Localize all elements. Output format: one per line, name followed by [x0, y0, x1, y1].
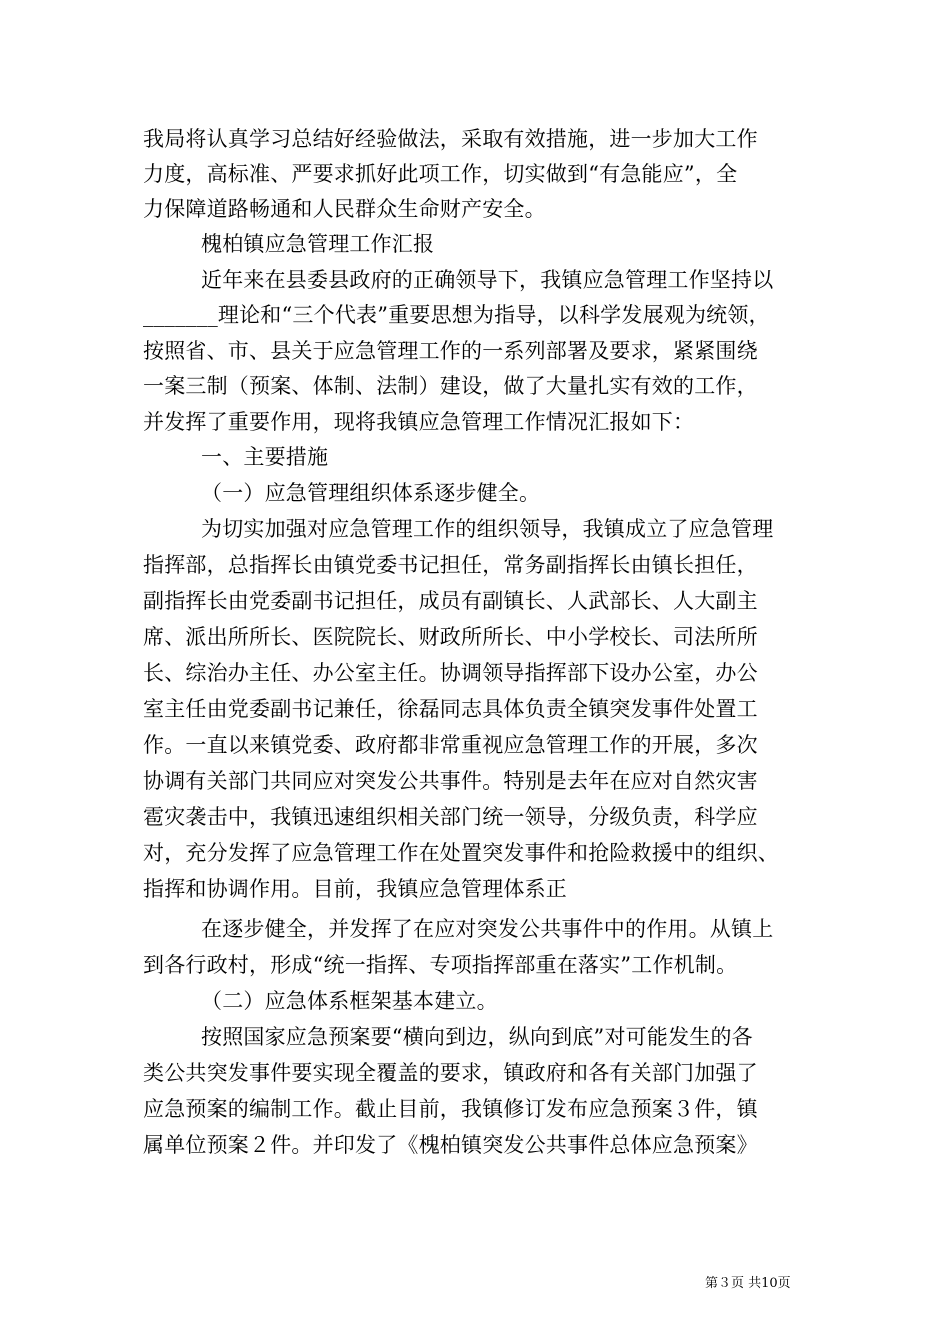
body-text-line: _______理论和“三个代表”重要思想为指导，以科学发展观为统领， — [143, 303, 770, 327]
body-text-line: 席、派出所所长、医院院长、财政所所长、中小学校长、司法所所 — [143, 625, 758, 649]
body-text-line: 在逐步健全，并发挥了在应对突发公共事件中的作用。从镇上 — [201, 917, 774, 941]
body-text-line: 属单位预案２件。并印发了《槐柏镇突发公共事件总体应急预案》 — [143, 1133, 758, 1157]
section-heading: 一、主要措施 — [201, 445, 329, 469]
body-text-line: 并发挥了重要作用，现将我镇应急管理工作情况汇报如下： — [143, 410, 695, 434]
body-text-line: 类公共突发事件要实现全覆盖的要求，镇政府和各有关部门加强了 — [143, 1061, 758, 1085]
section-title: 槐柏镇应急管理工作汇报 — [201, 232, 435, 256]
subsection-heading: （一）应急管理组织体系逐步健全。 — [201, 481, 541, 505]
body-text-line: 室主任由党委副书记兼任，徐磊同志具体负责全镇突发事件处置工 — [143, 697, 758, 721]
body-text-line: 对，充分发挥了应急管理工作在处置突发事件和抢险救援中的组织、 — [143, 841, 779, 865]
subsection-heading: （二）应急体系框架基本建立。 — [201, 989, 498, 1013]
body-text-line: 协调有关部门共同应对突发公共事件。特别是去年在应对自然灾害 — [143, 769, 758, 793]
body-text-line: 按照国家应急预案要“横向到边，纵向到底”对可能发生的各 — [201, 1025, 753, 1049]
body-text-line: 近年来在县委县政府的正确领导下，我镇应急管理工作坚持以 — [201, 268, 774, 292]
body-text-line: 长、综治办主任、办公室主任。协调领导指挥部下设办公室，办公 — [143, 661, 758, 685]
body-text-line: 按照省、市、县关于应急管理工作的一系列部署及要求，紧紧围绕 — [143, 339, 758, 363]
body-text-line: 指挥和协调作用。目前，我镇应急管理体系正 — [143, 877, 567, 901]
body-text-line: 副指挥长由党委副书记担任，成员有副镇长、人武部长、人大副主 — [143, 589, 758, 613]
body-text-line: 作。一直以来镇党委、政府都非常重视应急管理工作的开展，多次 — [143, 733, 758, 757]
body-text-line: 到各行政村，形成“统一指挥、专项指挥部重在落实”工作机制。 — [143, 953, 738, 977]
body-text-line: 力度，高标准、严要求抓好此项工作，切实做到“有急能应”，全 — [143, 162, 738, 186]
body-text-line: 雹灾袭击中，我镇迅速组织相关部门统一领导，分级负责，科学应 — [143, 805, 758, 829]
body-text-line: 为切实加强对应急管理工作的组织领导，我镇成立了应急管理 — [201, 517, 774, 541]
page-number-footer: 第３页 共10页 — [705, 1276, 791, 1291]
body-text-line: 力保障道路畅通和人民群众生命财产安全。 — [143, 197, 546, 221]
body-text-line: 应急预案的编制工作。截止目前，我镇修订发布应急预案３件，镇 — [143, 1097, 758, 1121]
body-text-line: 我局将认真学习总结好经验做法，采取有效措施，进一步加大工作 — [143, 127, 758, 151]
body-text-line: 一案三制（预案、体制、法制）建设，做了大量扎实有效的工作， — [143, 374, 758, 398]
body-text-line: 指挥部，总指挥长由镇党委书记担任，常务副指挥长由镇长担任， — [143, 553, 758, 577]
